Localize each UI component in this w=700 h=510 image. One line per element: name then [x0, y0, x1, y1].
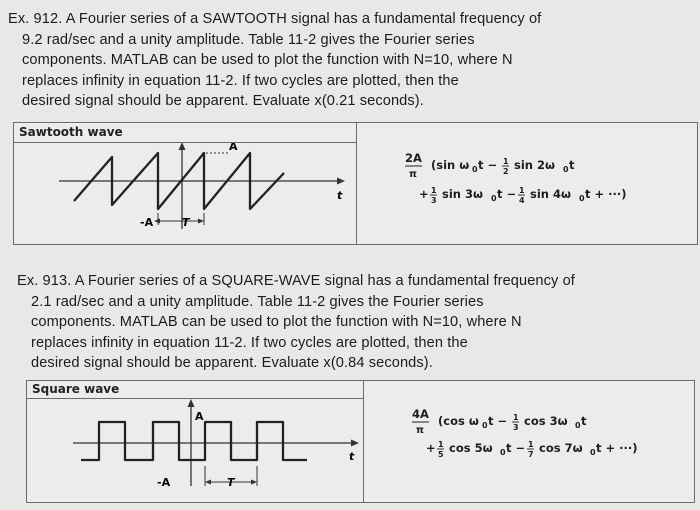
table-divider: [356, 123, 357, 244]
time-label: t: [349, 450, 355, 463]
subscript-0: 0: [563, 165, 569, 174]
exercise-913-text: [17, 271, 697, 374]
exercise-912-line-4: replaces infinity in equation 11-2. If two cycles are plotted, then the: [22, 72, 459, 89]
exercise-912-line-3: components. MATLAB can be used to plot the function with N=10, where N: [22, 52, 513, 69]
subscript-0: 0: [579, 194, 585, 203]
square-waveform: [81, 422, 307, 460]
square-wave-figure: [71, 398, 361, 498]
amplitude-label: A: [229, 143, 238, 153]
sawtooth-fourier-series: [405, 149, 695, 229]
subscript-0: 0: [491, 194, 497, 203]
frac-quarter-num: 1: [519, 186, 525, 195]
series-term-2: sin 2ω: [514, 158, 555, 172]
series-term-1-tail: t −: [478, 158, 498, 172]
series-ellipsis: t + ···): [585, 187, 627, 201]
series-term-1: (sin ω: [431, 158, 470, 172]
period-arrow-left: [205, 480, 211, 485]
coefficient-denominator: π: [416, 425, 424, 436]
time-axis-arrow: [337, 178, 345, 185]
amplitude-axis-arrow: [188, 399, 195, 407]
coefficient-numerator: 4A: [412, 407, 429, 421]
exercise-912-line-1: Ex. 912. A Fourier series of a SAWTOOTH signal has a fundamental frequency of: [8, 11, 542, 27]
exercise-912-text: [8, 9, 698, 112]
table-divider: [363, 381, 364, 502]
exercise-913-line-1: Ex. 913. A Fourier series of a SQUARE-WAVE signal has a fundamental frequency of: [17, 273, 575, 289]
time-axis-arrow: [351, 440, 359, 447]
frac-third-den: 3: [431, 196, 437, 205]
series-term-2-t: t: [581, 414, 587, 428]
square-wave-table: [26, 380, 695, 503]
plus-sign: +: [419, 187, 429, 201]
sawtooth-wave-figure: [54, 143, 354, 239]
frac1-den: 3: [513, 423, 519, 432]
coefficient-denominator: π: [409, 169, 417, 180]
subscript-0: 0: [590, 448, 596, 457]
square-fourier-series: [412, 407, 700, 487]
exercise-912-line-2: 9.2 rad/sec and a unity amplitude. Table 11-2 gives the Fourier series: [22, 31, 475, 48]
negative-amplitude-label: -A: [157, 476, 171, 489]
subscript-0: 0: [500, 448, 506, 457]
series-term-2: cos 3ω: [524, 414, 568, 428]
series-term-1: (cos ω: [438, 414, 479, 428]
series-term-4: cos 7ω: [539, 441, 583, 455]
exercise-912-line-5: desired signal should be apparent. Evaluate x(0.21 seconds).: [22, 93, 424, 110]
period-label: T: [182, 216, 190, 229]
period-arrow-right: [251, 480, 257, 485]
subscript-0: 0: [575, 421, 581, 430]
frac2-den: 5: [438, 450, 444, 459]
period-label: T: [227, 476, 235, 489]
frac-quarter-den: 4: [519, 196, 525, 205]
frac-third-num: 1: [431, 186, 437, 195]
frac-half-den: 2: [503, 167, 509, 176]
period-arrow-left: [154, 219, 160, 224]
frac-half-num: 1: [503, 157, 509, 166]
amplitude-label: A: [195, 410, 204, 423]
amplitude-axis-arrow: [179, 143, 186, 150]
series-term-3: cos 5ω: [449, 441, 493, 455]
series-term-4: sin 4ω: [530, 187, 571, 201]
subscript-0: 0: [472, 165, 478, 174]
series-term-2-t: t: [569, 158, 575, 172]
sawtooth-wave-label: Sawtooth wave: [19, 125, 123, 139]
period-arrow-right: [198, 219, 204, 224]
frac3-den: 7: [528, 450, 534, 459]
square-wave-label: Square wave: [32, 382, 120, 396]
coefficient-numerator: 2A: [405, 151, 422, 165]
exercise-913-line-3: components. MATLAB can be used to plot the function with N=10, where N: [31, 314, 522, 331]
frac1-num: 1: [513, 413, 519, 422]
series-term-1-tail: t −: [488, 414, 508, 428]
exercise-913-line-4: replaces infinity in equation 11-2. If two cycles are plotted, then the: [31, 334, 468, 351]
frac3-num: 1: [528, 440, 534, 449]
negative-amplitude-label: -A: [140, 216, 154, 229]
sawtooth-table: [13, 122, 698, 245]
exercise-913-line-5: desired signal should be apparent. Evaluate x(0.84 seconds).: [31, 355, 433, 372]
time-label: t: [337, 189, 343, 202]
subscript-0: 0: [482, 421, 488, 430]
plus-sign: +: [426, 441, 436, 455]
series-term-3: sin 3ω: [442, 187, 483, 201]
series-term-3-t: t −: [497, 187, 517, 201]
series-ellipsis: t + ···): [596, 441, 638, 455]
exercise-913-line-2: 2.1 rad/sec and a unity amplitude. Table 11-2 gives the Fourier series: [31, 293, 484, 310]
series-term-3-t: t −: [506, 441, 526, 455]
frac2-num: 1: [438, 440, 444, 449]
